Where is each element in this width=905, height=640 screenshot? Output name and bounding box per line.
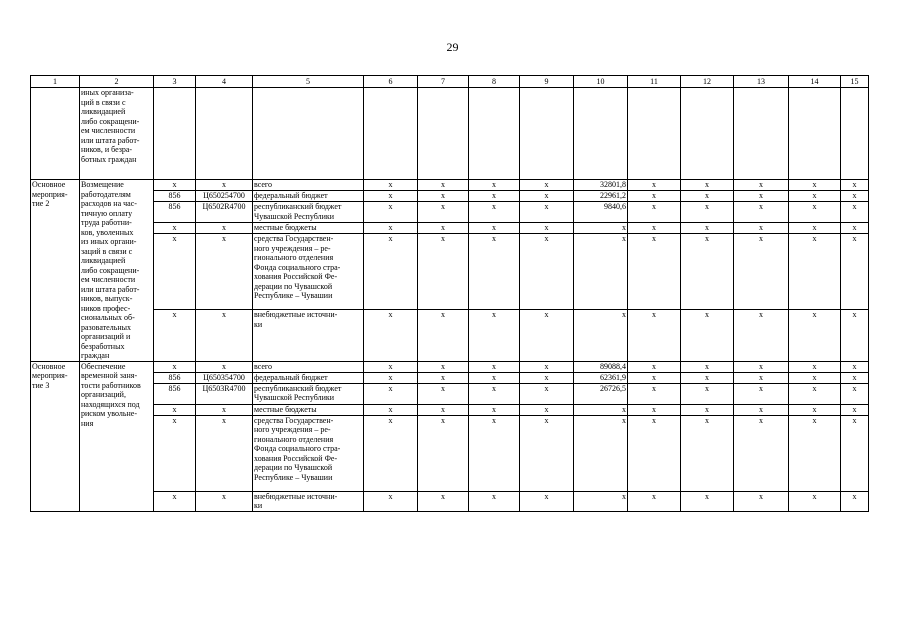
cell-c14: x	[789, 361, 841, 372]
amount-2020: x	[574, 310, 628, 362]
table-row	[31, 234, 869, 310]
cell-c13: x	[734, 415, 789, 491]
cell-c15: x	[841, 491, 869, 511]
grbs-code: 856	[154, 202, 196, 223]
cell-c7: x	[418, 361, 469, 372]
cont-cell-8	[469, 88, 520, 180]
funding-source: всего	[253, 361, 364, 372]
budget-code: x	[196, 310, 253, 362]
budget-code: x	[196, 223, 253, 234]
grbs-code: x	[154, 234, 196, 310]
amount-2020: 62361,9	[574, 372, 628, 383]
cell-c13: x	[734, 310, 789, 362]
cell-c8: x	[469, 234, 520, 310]
cell-c15: x	[841, 404, 869, 415]
cell-c15: x	[841, 383, 869, 404]
cell-c15: x	[841, 223, 869, 234]
cell-c9: x	[520, 310, 574, 362]
budget-code: x	[196, 404, 253, 415]
cont-cell-5	[253, 88, 364, 180]
cell-c6: x	[364, 223, 418, 234]
amount-2020: 26726,5	[574, 383, 628, 404]
cell-c6: x	[364, 415, 418, 491]
cell-c15: x	[841, 310, 869, 362]
cell-c11: x	[628, 180, 681, 191]
header-cell-6: 6	[364, 76, 418, 88]
cell-c11: x	[628, 491, 681, 511]
header-cell-1: 1	[31, 76, 80, 88]
cell-c9: x	[520, 234, 574, 310]
cell-c14: x	[789, 383, 841, 404]
cont-cell-14	[789, 88, 841, 180]
cell-c13: x	[734, 383, 789, 404]
funding-source: федеральный бюджет	[253, 372, 364, 383]
funding-source: средства Государствен- ного учреждения – ре- гионального отделения Фонда социального стра- хования Российской Фе- дерации по Чувашской Республике – Чувашии	[253, 415, 364, 491]
table-row	[31, 404, 869, 415]
cell-c8: x	[469, 491, 520, 511]
cont-cell-12	[681, 88, 734, 180]
cell-c7: x	[418, 191, 469, 202]
header-cell-15: 15	[841, 76, 869, 88]
cell-c11: x	[628, 191, 681, 202]
cell-c15: x	[841, 191, 869, 202]
grbs-code: 856	[154, 191, 196, 202]
header-cell-4: 4	[196, 76, 253, 88]
grbs-code: x	[154, 223, 196, 234]
budget-code: x	[196, 491, 253, 511]
budget-code: Ц650354700	[196, 372, 253, 383]
grbs-code: x	[154, 491, 196, 511]
funding-source: местные бюджеты	[253, 223, 364, 234]
cell-c6: x	[364, 180, 418, 191]
cell-c6: x	[364, 234, 418, 310]
cell-c9: x	[520, 372, 574, 383]
cell-c12: x	[681, 383, 734, 404]
cont-cell-10	[574, 88, 628, 180]
cell-c13: x	[734, 223, 789, 234]
table-row	[31, 180, 869, 191]
table-row	[31, 223, 869, 234]
cell-c12: x	[681, 234, 734, 310]
cell-c12: x	[681, 191, 734, 202]
funding-source: республиканский бюджет Чувашской Республики	[253, 202, 364, 223]
cell-c9: x	[520, 383, 574, 404]
cell-c6: x	[364, 361, 418, 372]
cell-c14: x	[789, 191, 841, 202]
grbs-code: x	[154, 180, 196, 191]
cont-cell-6	[364, 88, 418, 180]
cell-c7: x	[418, 234, 469, 310]
page-number: 29	[446, 40, 459, 54]
cell-c7: x	[418, 415, 469, 491]
cell-c8: x	[469, 202, 520, 223]
cell-c11: x	[628, 234, 681, 310]
cell-c12: x	[681, 310, 734, 362]
cell-c14: x	[789, 404, 841, 415]
cell-c9: x	[520, 361, 574, 372]
cell-c15: x	[841, 234, 869, 310]
budget-code: x	[196, 234, 253, 310]
amount-2020: x	[574, 223, 628, 234]
budget-code: Ц6502R4700	[196, 202, 253, 223]
measure-description: Обеспечение временной заня- тости работников организаций, находящихся под риском увольне- ния	[80, 361, 154, 511]
block-measure-3	[31, 361, 869, 511]
grbs-code: x	[154, 415, 196, 491]
header-cell-11: 11	[628, 76, 681, 88]
cell-c15: x	[841, 372, 869, 383]
cell-c9: x	[520, 191, 574, 202]
cell-c7: x	[418, 383, 469, 404]
cell-c11: x	[628, 415, 681, 491]
cell-c6: x	[364, 310, 418, 362]
cell-c12: x	[681, 491, 734, 511]
budget-table	[30, 75, 869, 512]
table-row	[31, 361, 869, 372]
cell-c9: x	[520, 404, 574, 415]
amount-2020: x	[574, 491, 628, 511]
cell-c9: x	[520, 180, 574, 191]
funding-source: внебюджетные источни- ки	[253, 491, 364, 511]
measure-title: Основное мероприя- тие 3	[31, 361, 80, 511]
cell-c8: x	[469, 415, 520, 491]
cell-c14: x	[789, 234, 841, 310]
table-row	[31, 310, 869, 362]
cell-c7: x	[418, 310, 469, 362]
amount-2020: x	[574, 234, 628, 310]
cell-c11: x	[628, 404, 681, 415]
header-cell-7: 7	[418, 76, 469, 88]
cont-cell-11	[628, 88, 681, 180]
header-cell-14: 14	[789, 76, 841, 88]
header-cell-12: 12	[681, 76, 734, 88]
amount-2020: x	[574, 415, 628, 491]
cell-c14: x	[789, 372, 841, 383]
cell-c8: x	[469, 180, 520, 191]
cell-c8: x	[469, 310, 520, 362]
cell-c12: x	[681, 404, 734, 415]
cont-cell-1	[31, 88, 80, 180]
cell-c13: x	[734, 361, 789, 372]
cell-c11: x	[628, 372, 681, 383]
funding-source: местные бюджеты	[253, 404, 364, 415]
cell-c12: x	[681, 180, 734, 191]
cell-c8: x	[469, 223, 520, 234]
cell-c6: x	[364, 404, 418, 415]
cell-c6: x	[364, 202, 418, 223]
funding-source: средства Государствен- ного учреждения – ре- гионального отделения Фонда социального стра- хования Российской Фе- дерации по Чувашской Республике – Чувашии	[253, 234, 364, 310]
cell-c14: x	[789, 310, 841, 362]
cell-c8: x	[469, 372, 520, 383]
grbs-code: x	[154, 361, 196, 372]
cell-c8: x	[469, 191, 520, 202]
cont-cell-15	[841, 88, 869, 180]
cell-c9: x	[520, 415, 574, 491]
budget-code: Ц6503R4700	[196, 383, 253, 404]
funding-source: внебюджетные источни- ки	[253, 310, 364, 362]
cell-c12: x	[681, 415, 734, 491]
cell-c11: x	[628, 361, 681, 372]
cell-c14: x	[789, 180, 841, 191]
cell-c9: x	[520, 202, 574, 223]
cell-c11: x	[628, 202, 681, 223]
cell-c11: x	[628, 310, 681, 362]
header-cell-3: 3	[154, 76, 196, 88]
cell-c14: x	[789, 491, 841, 511]
cell-c13: x	[734, 191, 789, 202]
grbs-code: 856	[154, 372, 196, 383]
cell-c7: x	[418, 223, 469, 234]
continuation-row	[31, 88, 869, 180]
cell-c7: x	[418, 491, 469, 511]
cell-c8: x	[469, 404, 520, 415]
cell-c13: x	[734, 180, 789, 191]
cell-c12: x	[681, 202, 734, 223]
cell-c7: x	[418, 180, 469, 191]
header-cell-8: 8	[469, 76, 520, 88]
cell-c8: x	[469, 383, 520, 404]
cell-c11: x	[628, 223, 681, 234]
measure-title: Основное мероприя- тие 2	[31, 180, 80, 362]
cell-c7: x	[418, 372, 469, 383]
cell-c13: x	[734, 372, 789, 383]
cell-c6: x	[364, 372, 418, 383]
cell-c7: x	[418, 404, 469, 415]
grbs-code: x	[154, 404, 196, 415]
cell-c15: x	[841, 202, 869, 223]
table-row	[31, 415, 869, 491]
cont-description: иных организа- ций в связи с ликвидацией либо сокращени- ем численности или штата работ- ников, и безра- ботных граждан	[80, 88, 154, 180]
amount-2020: x	[574, 404, 628, 415]
cell-c9: x	[520, 223, 574, 234]
header-cell-9: 9	[520, 76, 574, 88]
cont-cell-3	[154, 88, 196, 180]
cell-c12: x	[681, 361, 734, 372]
cell-c15: x	[841, 180, 869, 191]
header-cell-13: 13	[734, 76, 789, 88]
cont-cell-13	[734, 88, 789, 180]
header-cell-5: 5	[253, 76, 364, 88]
cell-c14: x	[789, 415, 841, 491]
funding-source: федеральный бюджет	[253, 191, 364, 202]
amount-2020: 89088,4	[574, 361, 628, 372]
cell-c14: x	[789, 223, 841, 234]
measure-description: Возмещение работодателям расходов на час- тичную оплату труда работни- ков, уволенных из иных органи- заций в связи с ликвидацией либо сокращени- ем численности или штата работ- ников, выпуск- ников профес- сиональных об- разовательных организаций и безработных граждан	[80, 180, 154, 362]
cont-cell-9	[520, 88, 574, 180]
header-cell-10: 10	[574, 76, 628, 88]
cell-c9: x	[520, 491, 574, 511]
cell-c13: x	[734, 234, 789, 310]
cell-c13: x	[734, 491, 789, 511]
budget-code: x	[196, 361, 253, 372]
cell-c6: x	[364, 191, 418, 202]
table-row	[31, 372, 869, 383]
cell-c14: x	[789, 202, 841, 223]
cell-c6: x	[364, 491, 418, 511]
table-row	[31, 202, 869, 223]
budget-code: Ц650254700	[196, 191, 253, 202]
table-row	[31, 191, 869, 202]
cell-c15: x	[841, 361, 869, 372]
block-measure-2	[31, 180, 869, 362]
cell-c11: x	[628, 383, 681, 404]
header-row	[31, 76, 869, 88]
cell-c12: x	[681, 372, 734, 383]
cell-c8: x	[469, 361, 520, 372]
budget-code: x	[196, 180, 253, 191]
amount-2020: 32801,8	[574, 180, 628, 191]
cell-c13: x	[734, 202, 789, 223]
funding-source: всего	[253, 180, 364, 191]
grbs-code: x	[154, 310, 196, 362]
table-row	[31, 491, 869, 511]
funding-source: республиканский бюджет Чувашской Республики	[253, 383, 364, 404]
amount-2020: 22961,2	[574, 191, 628, 202]
cell-c6: x	[364, 383, 418, 404]
cell-c12: x	[681, 223, 734, 234]
cont-cell-7	[418, 88, 469, 180]
cell-c7: x	[418, 202, 469, 223]
table-row	[31, 383, 869, 404]
header-cell-2: 2	[80, 76, 154, 88]
cell-c15: x	[841, 415, 869, 491]
cont-cell-4	[196, 88, 253, 180]
grbs-code: 856	[154, 383, 196, 404]
budget-code: x	[196, 415, 253, 491]
amount-2020: 9840,6	[574, 202, 628, 223]
cell-c13: x	[734, 404, 789, 415]
